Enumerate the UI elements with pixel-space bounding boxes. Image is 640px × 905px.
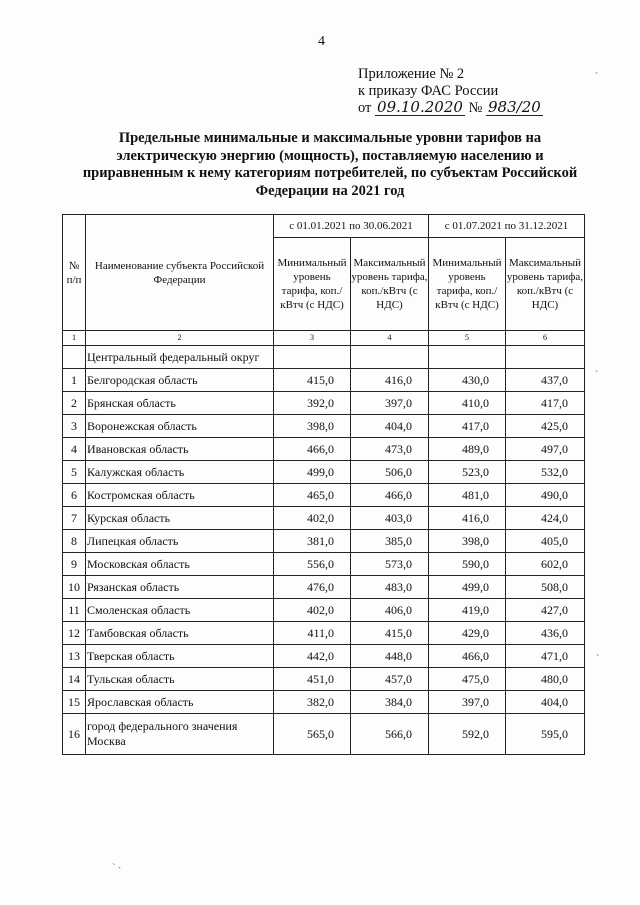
table-row xyxy=(63,553,585,576)
region-name: Ярославская область xyxy=(86,691,274,714)
row-number: 9 xyxy=(63,553,86,576)
column-number: 4 xyxy=(351,331,429,346)
tariff-value: 429,0 xyxy=(429,622,506,645)
tariff-value: 436,0 xyxy=(506,622,585,645)
tariff-value: 448,0 xyxy=(351,645,429,668)
table-row xyxy=(63,691,585,714)
tariff-value: 425,0 xyxy=(506,415,585,438)
row-number: 4 xyxy=(63,438,86,461)
tariff-value: 481,0 xyxy=(429,484,506,507)
tariff-value: 424,0 xyxy=(506,507,585,530)
row-number: 13 xyxy=(63,645,86,668)
tariff-value: 417,0 xyxy=(506,392,585,415)
appendix-order: к приказу ФАС России xyxy=(358,83,499,99)
tariff-value: 397,0 xyxy=(429,691,506,714)
tariff-value: 476,0 xyxy=(274,576,351,599)
tariff-value: 556,0 xyxy=(274,553,351,576)
table-row xyxy=(63,461,585,484)
tariff-value: 499,0 xyxy=(429,576,506,599)
table-row xyxy=(63,668,585,691)
tariff-value: 411,0 xyxy=(274,622,351,645)
tariff-value: 415,0 xyxy=(274,369,351,392)
date-prefix: от xyxy=(358,100,372,116)
handwritten-number: 983/20 xyxy=(488,98,541,116)
table-row xyxy=(63,392,585,415)
column-numbers-row xyxy=(63,331,585,346)
tariff-value: 465,0 xyxy=(274,484,351,507)
table-row xyxy=(63,530,585,553)
region-name: Брянская область xyxy=(86,392,274,415)
tariff-value: 382,0 xyxy=(274,691,351,714)
tariff-value: 398,0 xyxy=(274,415,351,438)
tariff-value: 523,0 xyxy=(429,461,506,484)
region-name: город федерального значения Москва xyxy=(86,714,274,755)
table-row xyxy=(63,576,585,599)
tariff-value: 405,0 xyxy=(506,530,585,553)
scan-speck: ˋ xyxy=(595,72,599,83)
table-row xyxy=(63,369,585,392)
tariff-value: 483,0 xyxy=(351,576,429,599)
table-row xyxy=(63,484,585,507)
tariff-value: 442,0 xyxy=(274,645,351,668)
tariff-value: 473,0 xyxy=(351,438,429,461)
column-number: 1 xyxy=(63,331,86,346)
tariff-value: 430,0 xyxy=(429,369,506,392)
tariff-value: 508,0 xyxy=(506,576,585,599)
table-row xyxy=(63,507,585,530)
tariff-value: 417,0 xyxy=(429,415,506,438)
group-number-cell xyxy=(63,346,86,369)
tariff-value: 384,0 xyxy=(351,691,429,714)
group-empty-cell xyxy=(351,346,429,369)
tariff-value: 466,0 xyxy=(351,484,429,507)
table-row xyxy=(63,714,585,755)
tariff-value: 419,0 xyxy=(429,599,506,622)
tariff-table xyxy=(62,214,585,755)
group-empty-cell xyxy=(429,346,506,369)
tariff-value: 381,0 xyxy=(274,530,351,553)
column-number: 3 xyxy=(274,331,351,346)
tariff-value: 457,0 xyxy=(351,668,429,691)
tariff-value: 402,0 xyxy=(274,599,351,622)
tariff-value: 466,0 xyxy=(429,645,506,668)
tariff-value: 451,0 xyxy=(274,668,351,691)
appendix-date-line xyxy=(358,100,543,117)
tariff-value: 427,0 xyxy=(506,599,585,622)
header-number: № п/п xyxy=(63,215,86,331)
tariff-value: 406,0 xyxy=(351,599,429,622)
tariff-value: 489,0 xyxy=(429,438,506,461)
tariff-value: 437,0 xyxy=(506,369,585,392)
tariff-value: 404,0 xyxy=(506,691,585,714)
row-number: 3 xyxy=(63,415,86,438)
tariff-value: 602,0 xyxy=(506,553,585,576)
row-number: 2 xyxy=(63,392,86,415)
region-name: Ивановская область xyxy=(86,438,274,461)
appendix-header xyxy=(358,66,543,117)
row-number: 7 xyxy=(63,507,86,530)
scan-speck: ˴ ˎ xyxy=(112,858,122,869)
region-name: Воронежская область xyxy=(86,415,274,438)
table-row xyxy=(63,645,585,668)
region-name: Тверская область xyxy=(86,645,274,668)
header-period-2: с 01.07.2021 по 31.12.2021 xyxy=(429,215,585,238)
tariff-value: 416,0 xyxy=(429,507,506,530)
region-name: Липецкая область xyxy=(86,530,274,553)
header-max-1: Максимальный уровень тарифа, коп./кВтч (с НДС) xyxy=(351,238,429,331)
column-number: 5 xyxy=(429,331,506,346)
row-number: 11 xyxy=(63,599,86,622)
tariff-value: 573,0 xyxy=(351,553,429,576)
tariff-value: 566,0 xyxy=(351,714,429,755)
row-number: 10 xyxy=(63,576,86,599)
tariff-value: 392,0 xyxy=(274,392,351,415)
tariff-value: 480,0 xyxy=(506,668,585,691)
region-name: Калужская область xyxy=(86,461,274,484)
tariff-value: 506,0 xyxy=(351,461,429,484)
header-min-2: Минимальный уровень тарифа, коп./кВтч (с НДС) xyxy=(429,238,506,331)
header-region: Наименование субъекта Российской Федерации xyxy=(86,215,274,331)
row-number: 1 xyxy=(63,369,86,392)
appendix-title: Приложение № 2 xyxy=(358,66,465,82)
tariff-value: 475,0 xyxy=(429,668,506,691)
number-prefix: № xyxy=(468,100,483,116)
tariff-value: 592,0 xyxy=(429,714,506,755)
tariff-value: 466,0 xyxy=(274,438,351,461)
tariff-value: 416,0 xyxy=(351,369,429,392)
table-row xyxy=(63,438,585,461)
row-number: 15 xyxy=(63,691,86,714)
tariff-value: 490,0 xyxy=(506,484,585,507)
tariff-value: 497,0 xyxy=(506,438,585,461)
group-name: Центральный федеральный округ xyxy=(86,346,274,369)
row-number: 6 xyxy=(63,484,86,507)
region-name: Рязанская область xyxy=(86,576,274,599)
tariff-value: 590,0 xyxy=(429,553,506,576)
region-name: Тульская область xyxy=(86,668,274,691)
table-row xyxy=(63,599,585,622)
tariff-value: 532,0 xyxy=(506,461,585,484)
group-empty-cell xyxy=(274,346,351,369)
region-name: Костромская область xyxy=(86,484,274,507)
region-name: Белгородская область xyxy=(86,369,274,392)
region-name: Московская область xyxy=(86,553,274,576)
tariff-value: 471,0 xyxy=(506,645,585,668)
document-title: Предельные минимальные и максимальные уровни тарифов на электрическую энергию (мощность), поставляемую населению и приравненным к нему категориям потребителей, по субъектам Российской Федерации на 2021 год xyxy=(82,130,578,199)
row-number: 5 xyxy=(63,461,86,484)
tariff-value: 403,0 xyxy=(351,507,429,530)
column-number: 2 xyxy=(86,331,274,346)
tariff-value: 402,0 xyxy=(274,507,351,530)
region-name: Смоленская область xyxy=(86,599,274,622)
region-name: Тамбовская область xyxy=(86,622,274,645)
header-max-2: Максимальный уровень тарифа, коп./кВтч (с НДС) xyxy=(506,238,585,331)
row-number: 14 xyxy=(63,668,86,691)
scan-speck: ˋ xyxy=(595,370,599,381)
tariff-value: 499,0 xyxy=(274,461,351,484)
row-number: 12 xyxy=(63,622,86,645)
group-empty-cell xyxy=(506,346,585,369)
scan-speck: ˋ xyxy=(596,654,600,665)
tariff-value: 404,0 xyxy=(351,415,429,438)
tariff-value: 410,0 xyxy=(429,392,506,415)
header-min-1: Минимальный уровень тарифа, коп./кВтч (с НДС) xyxy=(274,238,351,331)
header-period-1: с 01.01.2021 по 30.06.2021 xyxy=(274,215,429,238)
handwritten-date: 09.10.2020 xyxy=(377,98,463,116)
tariff-value: 385,0 xyxy=(351,530,429,553)
region-name: Курская область xyxy=(86,507,274,530)
tariff-value: 595,0 xyxy=(506,714,585,755)
column-number: 6 xyxy=(506,331,585,346)
row-number: 8 xyxy=(63,530,86,553)
tariff-value: 565,0 xyxy=(274,714,351,755)
tariff-value: 397,0 xyxy=(351,392,429,415)
table-row xyxy=(63,622,585,645)
tariff-value: 398,0 xyxy=(429,530,506,553)
page-number: 4 xyxy=(318,34,325,49)
group-row xyxy=(63,346,585,369)
table-row xyxy=(63,415,585,438)
tariff-value: 415,0 xyxy=(351,622,429,645)
row-number: 16 xyxy=(63,714,86,755)
